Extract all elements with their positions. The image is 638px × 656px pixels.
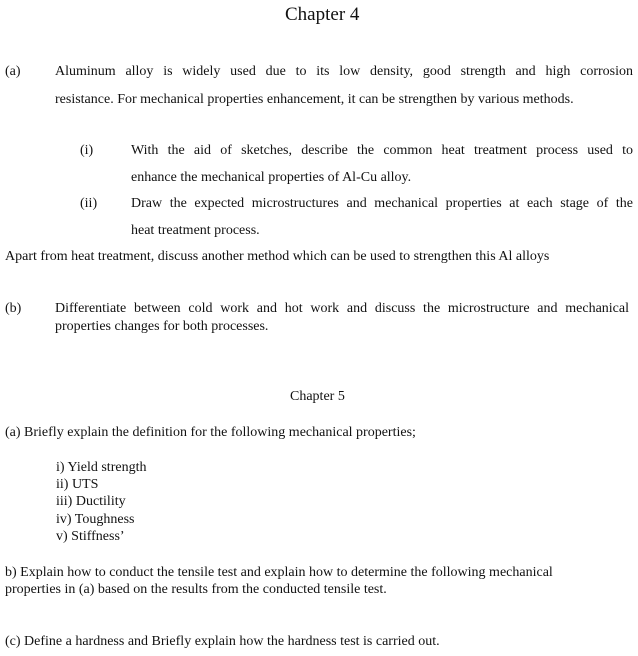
- question-b-line-2: properties changes for both processes.: [55, 319, 269, 334]
- question-a-label: (a): [5, 64, 21, 79]
- question-b-label: (b): [5, 301, 22, 316]
- question-a-ii-line-1: Draw the expected microstructures and mechanical properties at each stage of the: [131, 196, 633, 211]
- question-a-i-line-1: With the aid of sketches, describe the common heat treatment process used to: [131, 143, 633, 158]
- c5-item: v) Stiffness’: [56, 529, 125, 544]
- c5-question-c: (c) Define a hardness and Briefly explain how the hardness test is carried out.: [5, 634, 440, 649]
- c5-item: i) Yield strength: [56, 460, 147, 475]
- question-a-ii-label: (ii): [80, 196, 98, 211]
- c5-question-b-line-2: properties in (a) based on the results from the conducted tensile test.: [5, 582, 387, 597]
- question-a-extra: Apart from heat treatment, discuss another method which can be used to strengthen this Al alloys: [5, 249, 550, 264]
- question-a-line-1: Aluminum alloy is widely used due to its low density, good strength and high corrosion: [55, 64, 633, 79]
- c5-item: iii) Ductility: [56, 494, 126, 509]
- chapter-4-title: Chapter 4: [285, 4, 360, 25]
- c5-item: ii) UTS: [56, 477, 99, 492]
- question-a-ii-line-2: heat treatment process.: [131, 223, 260, 238]
- question-a-i-label: (i): [80, 143, 94, 158]
- question-b-line-1: Differentiate between cold work and hot work and discuss the microstructure and mechanical: [55, 301, 629, 316]
- c5-item: iv) Toughness: [56, 512, 135, 527]
- chapter-5-title: Chapter 5: [290, 389, 345, 404]
- question-a-i-line-2: enhance the mechanical properties of Al-Cu alloy.: [131, 170, 412, 185]
- c5-question-b-line-1: b) Explain how to conduct the tensile test and explain how to determine the following mechanical: [5, 565, 553, 580]
- c5-question-a: (a) Briefly explain the definition for the following mechanical properties;: [5, 425, 416, 440]
- question-a-line-2: resistance. For mechanical properties enhancement, it can be strengthen by various methods.: [55, 92, 574, 107]
